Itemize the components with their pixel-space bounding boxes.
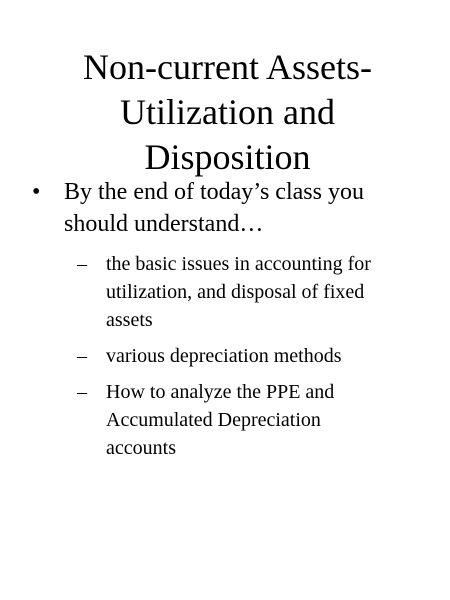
sub-bullet-line: Accumulated Depreciation — [106, 409, 321, 431]
bullet-item — [28, 176, 428, 462]
bullet-text-line: By the end of today’s class you — [64, 179, 364, 205]
sub-bullet-line: the basic issues in accounting for — [106, 253, 371, 275]
dash-marker: – — [77, 345, 87, 367]
bullet-list — [28, 176, 428, 470]
title-line: Non-current Assets- — [83, 47, 372, 87]
sub-bullet-list — [64, 250, 428, 462]
sub-bullet-line: accounts — [106, 437, 176, 459]
sub-bullet-item — [64, 250, 428, 334]
sub-bullet-line: How to analyze the PPE and — [106, 381, 335, 403]
bullet-marker: • — [32, 179, 41, 205]
title-line: Utilization and — [120, 92, 335, 132]
bullet-text-line: should understand… — [64, 211, 264, 237]
slide-title — [30, 45, 425, 180]
dash-marker: – — [77, 253, 87, 275]
title-line: Disposition — [144, 137, 311, 177]
sub-bullet-line: assets — [106, 309, 153, 331]
sub-bullet-line: various depreciation methods — [106, 345, 342, 367]
sub-bullet-line: utilization, and disposal of fixed — [106, 281, 365, 303]
sub-bullet-item — [64, 342, 428, 370]
dash-marker: – — [77, 381, 87, 403]
sub-bullet-item — [64, 378, 428, 462]
